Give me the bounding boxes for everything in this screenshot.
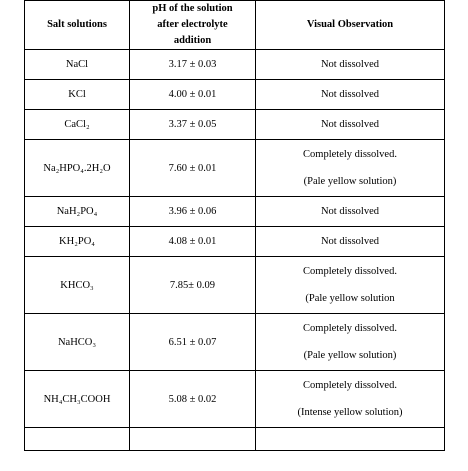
table-row (25, 50, 445, 80)
header-ph (130, 1, 256, 50)
salt-cell: NaHCO₃ (25, 314, 130, 371)
header-observation-text: Visual Observation (306, 19, 394, 30)
table-row (25, 110, 445, 140)
observation-line2: (Intense yellow solution) (297, 407, 403, 418)
table-row (25, 227, 445, 257)
salt-cell: KH₂PO₄ (25, 227, 130, 257)
observation-line1: Completely dissolved. (303, 380, 397, 391)
blank-cell (25, 428, 130, 451)
header-ph-line2: after electrolyte (157, 19, 228, 30)
ph-cell: 3.37 ± 0.05 (130, 110, 256, 140)
observation-cell: Not dissolved (256, 197, 445, 227)
observation-cell: Not dissolved (256, 80, 445, 110)
salt-cell: Na₂HPO₄.2H₂O (25, 140, 130, 197)
header-row (25, 1, 445, 50)
observation-line1: Completely dissolved. (303, 266, 397, 277)
table-row (25, 314, 445, 371)
table-row (25, 80, 445, 110)
ph-cell: 7.60 ± 0.01 (130, 140, 256, 197)
observation-cell: Not dissolved (256, 50, 445, 80)
ph-cell: 3.96 ± 0.06 (130, 197, 256, 227)
header-observation (256, 1, 445, 50)
observation-line1: Completely dissolved. (303, 323, 397, 334)
ph-cell: 7.85± 0.09 (130, 257, 256, 314)
observation-line2: (Pale yellow solution) (303, 176, 397, 187)
salt-cell: NH₄CH₃COOH (25, 371, 130, 428)
observation-line2: (Pale yellow solution) (303, 350, 397, 361)
header-ph-line3: addition (173, 35, 212, 46)
observation-line2: (Pale yellow solution (305, 293, 395, 304)
table-row (25, 197, 445, 227)
salt-solutions-table (24, 0, 445, 451)
observation-cell (256, 140, 445, 197)
salt-cell: CaCl₂ (25, 110, 130, 140)
ph-cell: 5.08 ± 0.02 (130, 371, 256, 428)
header-salt-text: Salt solutions (47, 19, 107, 30)
ph-cell: 3.17 ± 0.03 (130, 50, 256, 80)
table-row-blank (25, 428, 445, 451)
observation-cell (256, 257, 445, 314)
observation-cell: Not dissolved (256, 227, 445, 257)
ph-cell: 6.51 ± 0.07 (130, 314, 256, 371)
table-row (25, 140, 445, 197)
salt-cell: KHCO₃ (25, 257, 130, 314)
observation-cell (256, 371, 445, 428)
table-row (25, 257, 445, 314)
header-ph-line1: pH of the solution (152, 3, 233, 14)
salt-cell: KCl (25, 80, 130, 110)
observation-line1: Completely dissolved. (303, 149, 397, 160)
blank-cell (130, 428, 256, 451)
ph-cell: 4.08 ± 0.01 (130, 227, 256, 257)
blank-cell (256, 428, 445, 451)
salt-cell: NaCl (25, 50, 130, 80)
table-row (25, 371, 445, 428)
observation-cell: Not dissolved (256, 110, 445, 140)
header-salt (25, 1, 130, 50)
salt-cell: NaH₂PO₄ (25, 197, 130, 227)
observation-cell (256, 314, 445, 371)
ph-cell: 4.00 ± 0.01 (130, 80, 256, 110)
